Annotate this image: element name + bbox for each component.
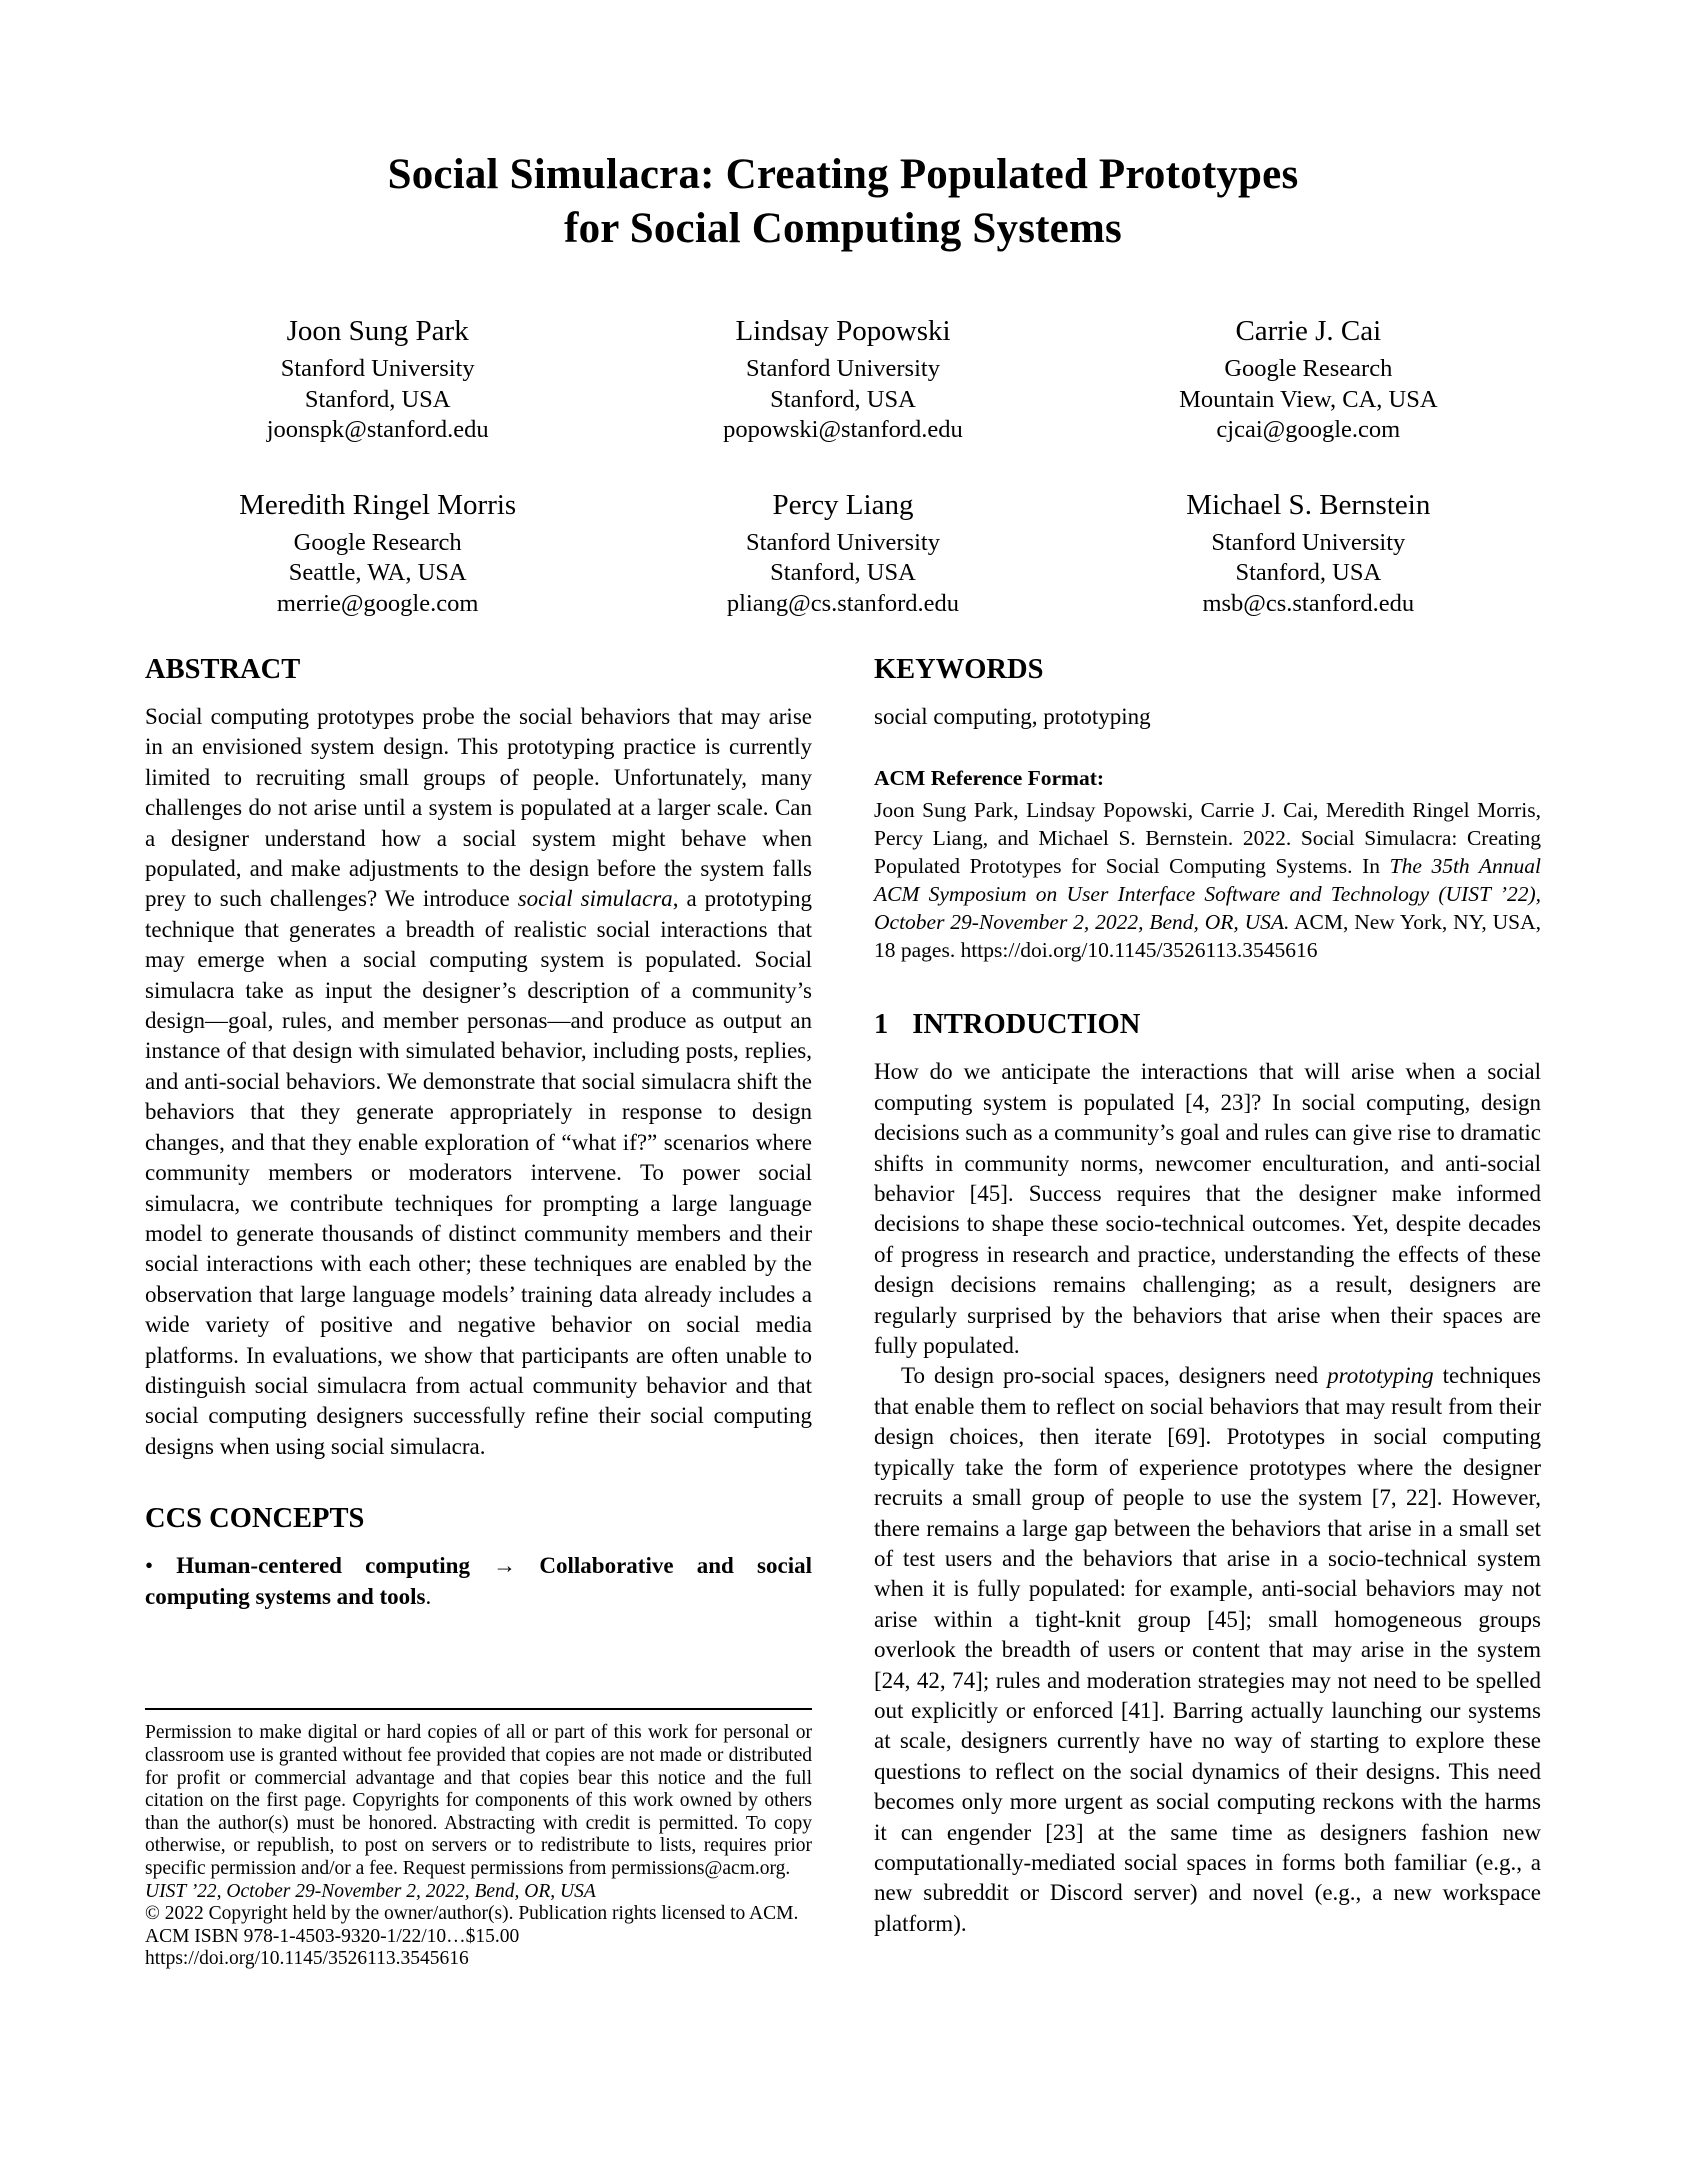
- author-name: Lindsay Popowski: [735, 315, 951, 347]
- author-location: Seattle, WA, USA: [288, 559, 467, 586]
- author-affiliation: Google Research: [1224, 355, 1393, 382]
- keywords-text: social computing, prototyping: [874, 704, 1151, 729]
- author-location: Stanford, USA: [304, 385, 451, 413]
- author-affiliation: Stanford University: [1211, 528, 1406, 556]
- author-affiliation: Stanford University: [746, 528, 940, 556]
- author-name: Meredith Ringel Morris: [239, 488, 517, 521]
- text-segment: Joon Sung Park, Lindsay Popowski, Carrie J. Cai, Meredith Ringel Morris, Percy Liang, and Michael S. Bernstein. 2022. Social Simulacra: Creating Populated Prototypes for Social Computing Systems. In: [874, 798, 1541, 879]
- italic-text-segment: prototyping: [1327, 1363, 1434, 1389]
- author-block: [610, 486, 1075, 620]
- author-affiliation: Stanford University: [746, 355, 940, 382]
- text-segment: techniques that enable them to reflect on social behaviors that may result from their design choices, then iterate [69]. Prototypes in social computing typically take the form of experience prototypes where the designer recruits a small group of people to use the system [7, 22]. However, there remains a large gap between the behaviors that arise in a small set of test users and the behaviors that arise in a socio-technical system when it is fully populated: for example, anti-social behaviors may not arise within a tight-knit group [45]; small homogeneous groups overlook the breadth of users or content that may arise in the system [24, 42, 74]; rules and moderation strategies may not need to be spelled out explicitly or enforced [41]. Barring actually launching our systems at scale, designers currently have no way of starting to explore these questions to reflect on the social dynamics of their designs. This need becomes only more urgent as social computing reckons with the harms it can engender [23] at the same time as designers fashion new computationally-mediated social spaces in forms both familiar (e.g., a new subreddit or Discord server) and novel (e.g., a new workspace platform).: [874, 1363, 1541, 1936]
- bold-text-segment: Collaborative and social computing systems and tools: [145, 1553, 812, 1609]
- body-columns: [0, 653, 1686, 1971]
- author-email: pliang@cs.stanford.edu: [726, 589, 960, 617]
- author-location: Stanford, USA: [770, 559, 916, 586]
- author-name: Carrie J. Cai: [1235, 315, 1382, 347]
- author-location: Stanford, USA: [1235, 559, 1382, 586]
- text-segment: Social computing prototypes probe the social behaviors that may arise in an envisioned system design. This prototyping practice is currently limited to recruiting small groups of people. Unfortunately, many challenges do not arise until a system is populated at a larger scale. Can a designer understand how a social system might behave when populated, and make adjustments to the design before the system falls prey to such challenges? We introduce: [145, 704, 812, 912]
- acm-reference-heading: ACM Reference Format:: [874, 766, 1105, 791]
- paper-title-line-1: Social Simulacra: Creating Populated Prototypes: [387, 151, 1299, 198]
- left-column: [145, 653, 812, 1971]
- author-email: merrie@google.com: [276, 589, 479, 617]
- italic-text-segment: The 35th Annual ACM Symposium on User Interface Software and Technology (UIST ’22), October 29-November 2, 2022, Bend, OR, USA.: [874, 854, 1541, 935]
- acm-reference-doi-link[interactable]: https://doi.org/10.1145/3526113.3545616: [960, 938, 1318, 963]
- italic-text-segment: social simulacra: [517, 886, 673, 912]
- footnote-isbn-line: ACM ISBN 978-1-4503-9320-1/22/10…$15.00: [145, 1925, 520, 1947]
- paper-title: [0, 0, 1686, 256]
- author-email: joonspk@stanford.edu: [266, 416, 489, 443]
- abstract-text: [145, 702, 812, 1462]
- bold-text-segment: Human-centered computing: [176, 1553, 470, 1579]
- author-block: [1076, 312, 1541, 446]
- author-block: [145, 312, 610, 446]
- author-location: Mountain View, CA, USA: [1179, 385, 1438, 413]
- ccs-text: [145, 1551, 812, 1612]
- author-block: [1076, 486, 1541, 620]
- introduction-paragraph-1: How do we anticipate the interactions that will arise when a social computing system is populated [4, 23]? In social computing, design decisions such as a community’s goal and rules can give rise to dramatic shifts in community norms, newcomer enculturation, and anti-social behavior [45]. Success requires that the designer make informed decisions to shape these socio-technical outcomes. Yet, despite decades of progress in research and practice, understanding the effects of these design decisions remains challenging; as a result, designers are regularly surprised by the behaviors that arise when their spaces are fully populated.: [874, 1059, 1541, 1359]
- text-segment: .: [425, 1583, 432, 1609]
- text-segment: ACM, New York, NY, USA, 18 pages.: [874, 910, 1541, 963]
- author-block: [145, 486, 610, 620]
- author-name: Joon Sung Park: [286, 315, 469, 347]
- footnote-permission-text: Permission to make digital or hard copies of all or part of this work for personal or classroom use is granted without fee provided that copies are not made or distributed for profit or commercial advantage and that copies bear this notice and the full citation on the first page. Copyrights for components of this work owned by others than the author(s) must be honored. Abstracting with credit is permitted. To copy otherwise, or republish, to post on servers or to redistribute to lists, requires prior specific permission and/or a fee. Request permissions from permissions@acm.org.: [145, 1722, 812, 1880]
- text-segment: , a prototyping technique that generates a breadth of realistic social interactions that may emerge when a social computing system is populated. Social simulacra take as input the designer’s description of a community’s design—goal, rules, and member personas—and produce as output an instance of that design with simulated behavior, including posts, replies, and anti-social behaviors. We demonstrate that social simulacra shift the behaviors that they generate appropriately in response to design changes, and that they enable exploration of “what if?” scenarios where community members or moderators intervene. To power social simulacra, we contribute techniques for prompting a large language model to generate thousands of distinct community members and their social interactions with each other; these techniques are enabled by the observation that large language models’ training data already includes a wide variety of positive and negative behavior on social media platforms. In evaluations, we show that participants are often unable to distinguish social simulacra from actual community behavior and that social computing designers successfully refine their social computing designs when using social simulacra.: [145, 886, 812, 1459]
- text-segment: →: [469, 1553, 540, 1579]
- acm-reference-block: [874, 764, 1541, 964]
- abstract-heading: ABSTRACT: [145, 654, 301, 685]
- introduction-heading: [874, 1008, 1541, 1042]
- ccs-heading: CCS CONCEPTS: [145, 1503, 365, 1535]
- author-name: Michael S. Bernstein: [1186, 488, 1431, 521]
- paper-title-line-2: for Social Computing Systems: [564, 205, 1122, 252]
- author-block: [610, 312, 1075, 446]
- footnote-doi-link[interactable]: https://doi.org/10.1145/3526113.3545616: [145, 1948, 469, 1970]
- introduction-section-number: 1: [874, 1009, 889, 1041]
- author-email: popowski@stanford.edu: [723, 416, 963, 443]
- text-segment: •: [145, 1553, 177, 1579]
- author-name: Percy Liang: [772, 488, 914, 521]
- introduction-paragraph-2: [874, 1361, 1541, 1939]
- right-column: [874, 653, 1541, 1939]
- author-affiliation: Google Research: [293, 528, 462, 556]
- keywords-heading: KEYWORDS: [874, 654, 1044, 685]
- footnote-conference-line: UIST ’22, October 29-November 2, 2022, Bend, OR, USA: [145, 1880, 596, 1902]
- introduction-section-title: INTRODUCTION: [912, 1009, 1141, 1041]
- author-location: Stanford, USA: [770, 385, 916, 413]
- footnote-copyright-line: © 2022 Copyright held by the owner/author(s). Publication rights licensed to ACM.: [145, 1903, 799, 1925]
- author-email: msb@cs.stanford.edu: [1202, 589, 1415, 617]
- footnote-block: [145, 1708, 812, 1971]
- text-segment: To design pro-social spaces, designers need: [901, 1363, 1328, 1389]
- author-affiliation: Stanford University: [280, 355, 475, 382]
- author-email: cjcai@google.com: [1216, 416, 1401, 443]
- authors-grid: [145, 312, 1541, 619]
- acm-reference-text: [874, 796, 1541, 964]
